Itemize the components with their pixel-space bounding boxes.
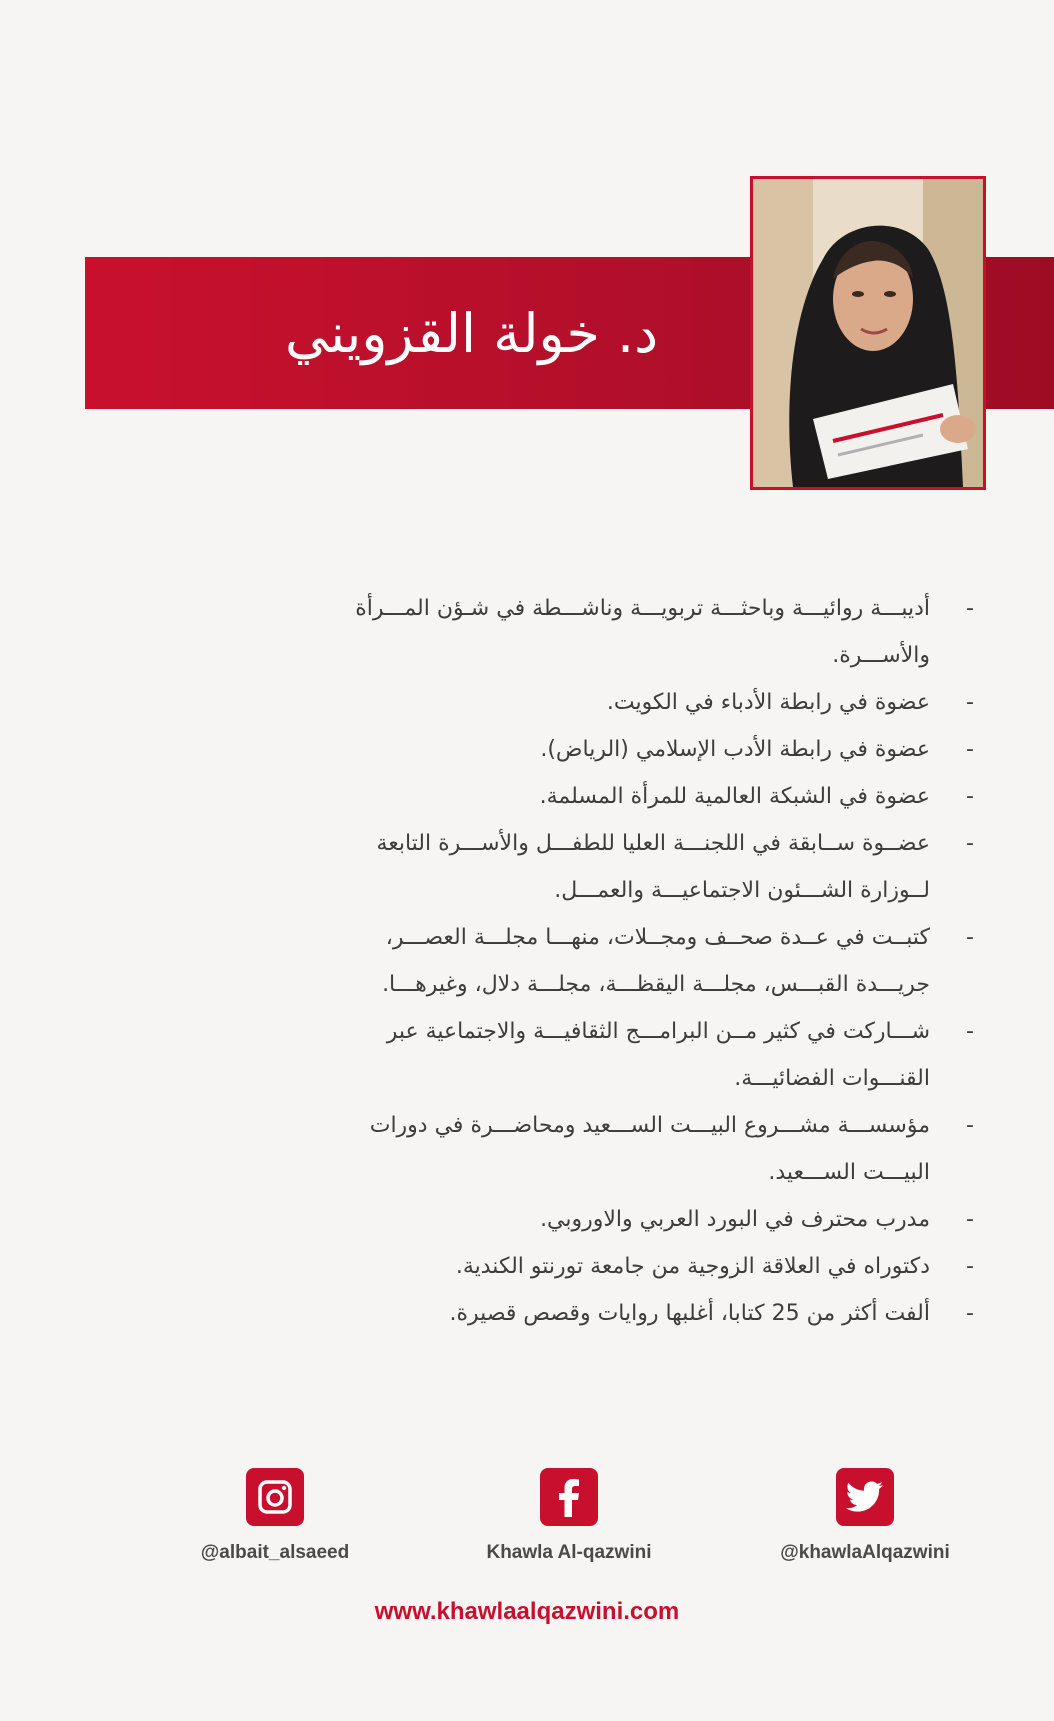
list-item-text: شـــاركت في كثير مــن البرامـــج الثقافيـــة والاجتماعية عبر القنـــوات الفضائيـــة.: [386, 1019, 930, 1091]
list-item: [340, 914, 980, 1008]
list-item-text: دكتوراه في العلاقة الزوجية من جامعة تورنتو الكندية.: [455, 1254, 930, 1279]
social-facebook[interactable]: [449, 1468, 689, 1564]
list-item-text: عضوة في رابطة الأدب الإسلامي (الرياض).: [540, 737, 930, 762]
website-link[interactable]: www.khawlaalqazwini.com: [374, 1598, 680, 1625]
list-item: [340, 1243, 980, 1290]
biography-list: [340, 585, 980, 1337]
list-item-text: ألفت أكثر من 25 كتابا، أغلبها روايات وقصص قصيرة.: [449, 1301, 930, 1326]
list-item-text: أديبـــة روائيـــة وباحثـــة تربويـــة وناشـــطة في شـؤن المـــرأة والأســـرة.: [355, 596, 930, 668]
list-item: [340, 1196, 980, 1243]
twitter-icon[interactable]: [836, 1468, 894, 1526]
list-dash: -: [966, 737, 974, 762]
list-dash: -: [966, 1207, 974, 1232]
list-item: [340, 585, 980, 679]
facebook-icon[interactable]: [540, 1468, 598, 1526]
list-item-text: عضــوة ســابقة في اللجنـــة العليا للطفـــل والأســـرة التابعة لــوزارة الشـــئون الاجتماعيـــة والعمـــل.: [376, 831, 930, 903]
list-item-text: عضوة في الشبكة العالمية للمرأة المسلمة.: [539, 784, 930, 809]
list-item: [340, 1290, 980, 1337]
instagram-icon[interactable]: [246, 1468, 304, 1526]
list-dash: -: [966, 1113, 974, 1138]
list-dash: -: [966, 925, 974, 950]
list-dash: -: [966, 596, 974, 621]
list-item: [340, 726, 980, 773]
list-item: [340, 1008, 980, 1102]
author-name: د. خولة القزويني: [285, 301, 659, 365]
list-dash: -: [966, 1254, 974, 1279]
author-photo: [750, 176, 986, 490]
list-item: [340, 820, 980, 914]
social-twitter[interactable]: [745, 1468, 985, 1564]
list-dash: -: [966, 784, 974, 809]
list-item-text: مؤسســـة مشـــروع البيـــت الســـعيد ومحاضـــرة في دورات البيـــت الســـعيد.: [369, 1113, 930, 1185]
list-dash: -: [966, 1301, 974, 1326]
list-dash: -: [966, 690, 974, 715]
list-item-text: مدرب محترف في البورد العربي والاوروبي.: [540, 1207, 930, 1232]
social-instagram[interactable]: [155, 1468, 395, 1564]
list-item-text: كتبــت في عــدة صحــف ومجــلات، منهـــا مجلـــة العصـــر، جريـــدة القبـــس، مجلـــة اليقظـــة، مجلـــة دلال، وغيرهـــا.: [382, 925, 930, 997]
list-dash: -: [966, 1019, 974, 1044]
facebook-handle[interactable]: Khawla Al-qazwini: [486, 1542, 652, 1563]
list-dash: -: [966, 831, 974, 856]
instagram-handle[interactable]: @albait_alsaeed: [200, 1542, 350, 1563]
list-item: [340, 773, 980, 820]
list-item: [340, 1102, 980, 1196]
list-item-text: عضوة في رابطة الأدباء في الكويت.: [606, 690, 930, 715]
list-item: [340, 679, 980, 726]
twitter-handle[interactable]: @khawlaAlqazwini: [780, 1542, 950, 1563]
